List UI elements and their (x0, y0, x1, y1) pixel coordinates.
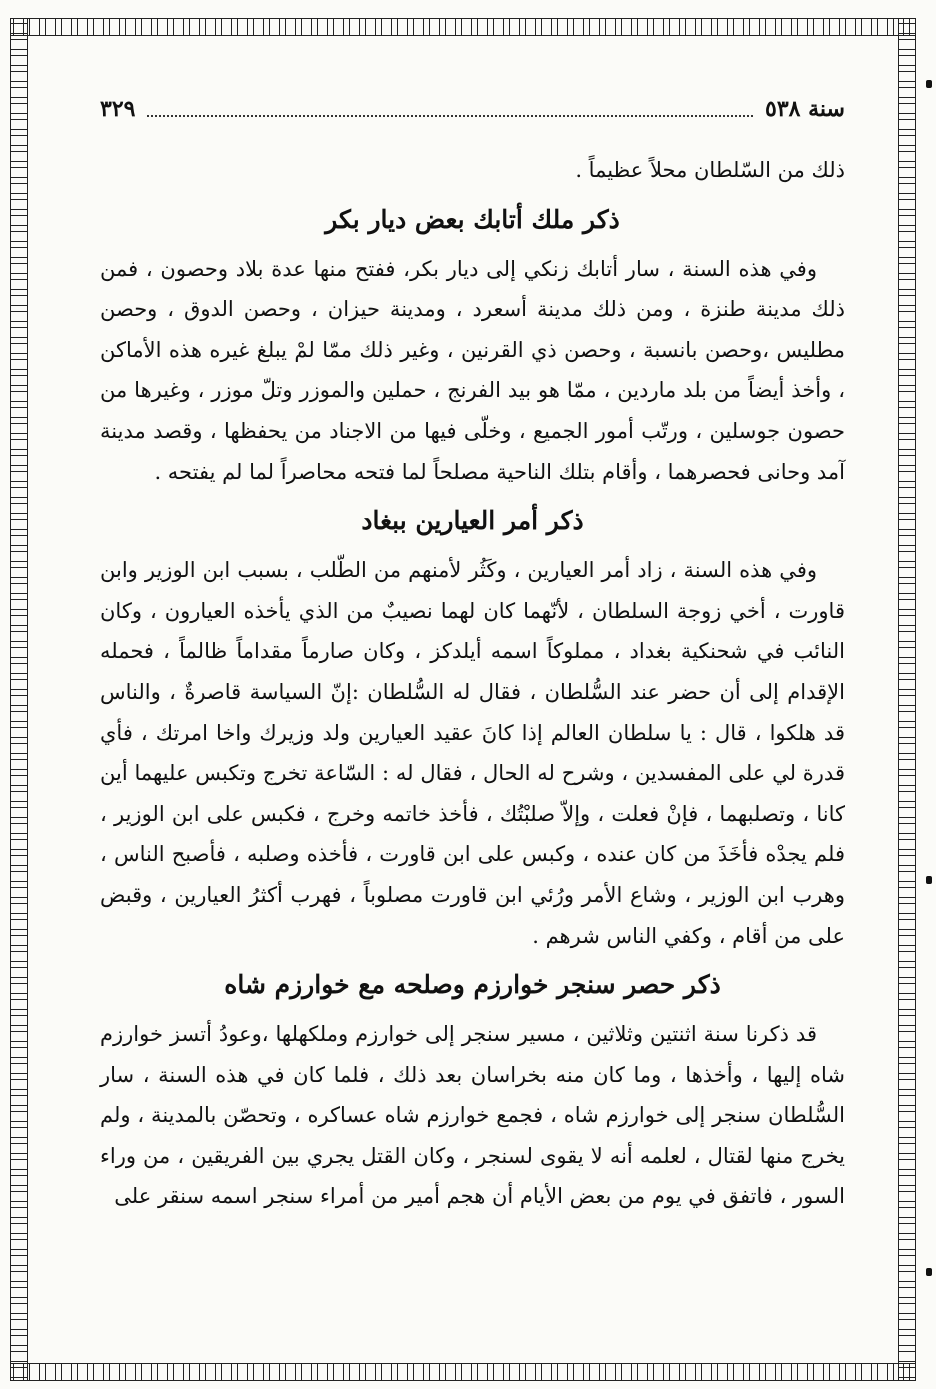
section-paragraph: وفي هذه السنة ، زاد أمر العيارين ، وكَثُر لأمنهم من الطّلب ، بسبب ابن الوزير وابن قاورت ، أخي زوجة السلطان ، لأنّهما كان لهما نصيبٌ من الذي يأخذه العيارون ، وكان النائب في شحنكية بغداد ، مملوكاً اسمه أيلدكز ، وكان صارماً مقداماً ظالماً ، فحمله الإقدام إلى أن حضر عند السُّلطان ، فقال له السُّلطان :إنّ السياسة قاصرةٌ ، والناس قد هلكوا ، قال : يا سلطان العالم إذا كانَ عقيد العيارين ولد وزيرك واخا امرتك ، فأي قدرة لي على المفسدين ، وشرح له الحال ، فقال له : السّاعة تخرج وتكبس عليهما أين كانا ، وتصلبهما ، فإنْ فعلت ، وإلاّ صلبْتُك ، فأخذ خاتمه وخرج ، فكبس على ابن الوزير ، فلم يجدْه فأخَذَ من كان عنده ، وكبس على ابن قاورت ، فأخذه وصلبه ، فأصبح الناس ، وهرب ابن الوزير ، وشاع الأمر ورُئي ابن قاورت مصلوباً ، فهرب أكثرُ العيارين ، وقبض على من أقام ، وكفي الناس شرهم . (100, 558, 845, 948)
edge-mark (926, 80, 932, 88)
section-heading: ذكر حصر سنجر خوارزم وصلحه مع خوارزم شاه (224, 970, 721, 1000)
header-year: سنة ٥٣٨ (765, 96, 845, 122)
section-heading: ذكر ملك أتابك بعض ديار بكر (325, 204, 620, 234)
header-leader-dots (147, 101, 753, 117)
page-content (100, 92, 845, 1332)
page-border-top (10, 18, 916, 36)
edge-mark (926, 876, 932, 884)
page-border-left (10, 18, 28, 1381)
running-header (100, 92, 845, 126)
intro-paragraph: ذلك من السّلطان محلاً عظيماً . (575, 158, 845, 182)
section-heading: ذكر أمر العيارين ببغاد (361, 506, 584, 536)
page-number: ٣٢٩ (100, 96, 136, 122)
page-border-bottom (10, 1363, 916, 1381)
page-border-right (898, 18, 916, 1381)
section-paragraph: وفي هذه السنة ، سار أتابك زنكي إلى ديار بكر، ففتح منها عدة بلاد وحصون ، فمن ذلك مدينة طنزة ، ومن ذلك مدينة أسعرد ، ومدينة حيزان ، وحصن الدوق ، وحصن مطليس ،وحصن بانسبة ، وحصن ذي القرنين ، وغير ذلك ممّا لمْ يبلغ غيره هذه الأماكن ، وأخذ أيضاً من بلد ماردين ، ممّا هو بيد الفرنج ، حملين والموزر وتلّ موزر ، وغيرها من حصون جوسلين ، ورتّب أمور الجميع ، وخلّى فيها من الاجناد من يحفظها ، وقصد مدينة آمد وحانى فحصرهما ، وأقام بتلك الناحية مصلحاً لما فتحه محاصراً لما لم يفتحه . (100, 256, 845, 484)
section-paragraph: قد ذكرنا سنة اثنتين وثلاثين ، مسير سنجر إلى خوارزم وملكهلها ،وعودُ أتسز خوارزم شاه إليها ، وأخذها ، وما كان منه بخراسان بعد ذلك ، فلما كان في هذه السنة ، سار السُّلطان سنجر إلى خوارزم شاه ، فجمع خوارزم شاه عساكره ، وتحصّن بالمدينة ، ولم يخرج منها لقتال ، لعلمه أنه لا يقوى لسنجر ، وكان القتل يجري بين الفريقين ، من وراء السور ، فاتفق في يوم من بعض الأيام أن هجم أمير من أمراء سنجر اسمه سنقر على (100, 1022, 845, 1209)
edge-mark (926, 1268, 932, 1276)
